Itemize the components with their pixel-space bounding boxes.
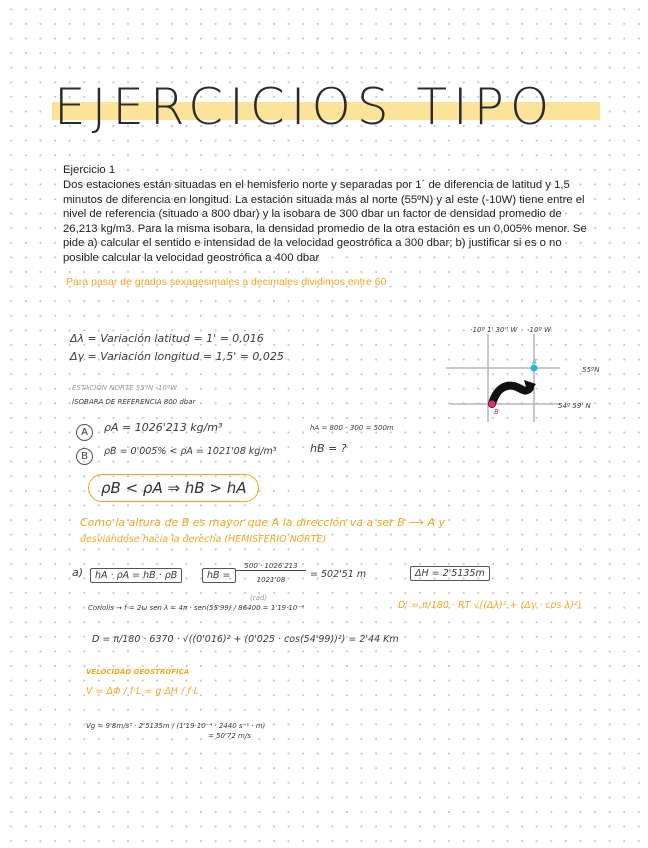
velocity-calc-1: Vg = 9'8m/s² · 2'5135m / (1'19·10⁻⁴ · 2440 s⁻¹ · m) [86,722,266,730]
flow-arrow [492,386,530,404]
station-a-label: A [76,424,93,441]
station-sketch [440,322,576,424]
station-north-note: ESTACIÓN NORTE 55ºN -10ºW [72,384,178,392]
point-b-dot [489,401,496,408]
rho-b-note: ρB = 0'005% < ρA = 1021'08 kg/m³ [104,446,277,457]
h-b-note: hB = ? [310,442,347,455]
rho-a-note: ρA = 1026'213 kg/m³ [104,421,223,434]
distance-formula: D' = π/180 · RT √((Δλ)² + (Δγ · cos λ)²) [398,600,582,611]
hb-denominator: 1021'08 [256,576,286,584]
hb-result: = 502'51 m [310,569,367,580]
delta-lon-note: Δγ = Variación longitud = 1,5' = 0,025 [70,350,284,363]
balance-equation: hA · ρA = hB · ρB [90,568,182,583]
station-b-label: B [76,448,93,465]
sketch-label-point-a: A [532,358,537,366]
direction-text-2: desviándose hacia la derecha (HEMISFERIO NORTE) [80,534,327,545]
direction-text-1: Como la altura de B es mayor que A la dirección va a ser B ⟶ A y [80,516,446,529]
page-title: EJERCICIOS TIPO [54,78,556,136]
exercise-heading: Ejercicio 1 [63,164,116,176]
sketch-label-point-b: B [494,408,499,416]
sketch-label-lat-top: 55ºN [582,366,600,374]
velocity-formula: V = ΔΦ / f·L = g·ΔH / f·L [86,686,199,697]
coriolis-note: (rad) [250,594,268,602]
part-a-label: a) [72,566,84,579]
conversion-note: Para pasar de grados sexagesimales a decimales dividimos entre 60 [66,276,387,288]
h-a-note: hA = 800 - 300 = 500m [310,424,394,432]
hb-numerator: 500 · 1026'213 [236,562,306,571]
distance-calc: D = π/180 · 6370 · √((0'016)² + (0'025 · cos(54'99))²) = 2'44 Km [92,634,399,645]
velocity-calc-2: = 50'72 m/s [208,732,251,740]
hb-label: hB = [202,568,236,583]
coriolis-calc: Coriolis → f = 2ω sen λ = 4π · sen(55'99) / 86400 = 1'19·10⁻⁴ [88,604,304,612]
sketch-label-lat-bottom: 54º 59' N [558,402,591,410]
delta-h-result: ΔH = 2'5135m [410,566,490,581]
density-inequality: ρB < ρA ⇒ hB > hA [88,474,259,502]
sketch-label-lon-right: -10º W [527,326,551,334]
sketch-label-lon-left: -10º 1' 30'' W [470,326,518,334]
velocity-title: VELOCIDAD GEOSTRÓFICA [86,668,190,676]
delta-lat-note: Δλ = Variación latitud = 1' = 0,016 [70,332,264,345]
ref-isobar-note: ISOBARA DE REFERENCIA 800 dbar [72,398,196,406]
exercise-statement: Dos estaciones están situadas en el hemisferio norte y separadas por 1´ de diferencia de latitud y 1,5 minutos de diferencia en longitud. La estación situada más al norte (55ºN) y al este (-10W) tiene entre el nivel de referencia (situado a 800 dbar) y la isobara de 300 dbar un factor de densidad promedio de 26,213 kg/m3. Para la misma isobara, la densidad promedio de la otra estación es un 0,005% menor. Se pide a) calcular el sentido e intensidad de la velocidad geostrófica a 300 dbar; b) justificar si es o no posible calcular la velocidad geostrófica a 400 dbar [63,179,587,264]
